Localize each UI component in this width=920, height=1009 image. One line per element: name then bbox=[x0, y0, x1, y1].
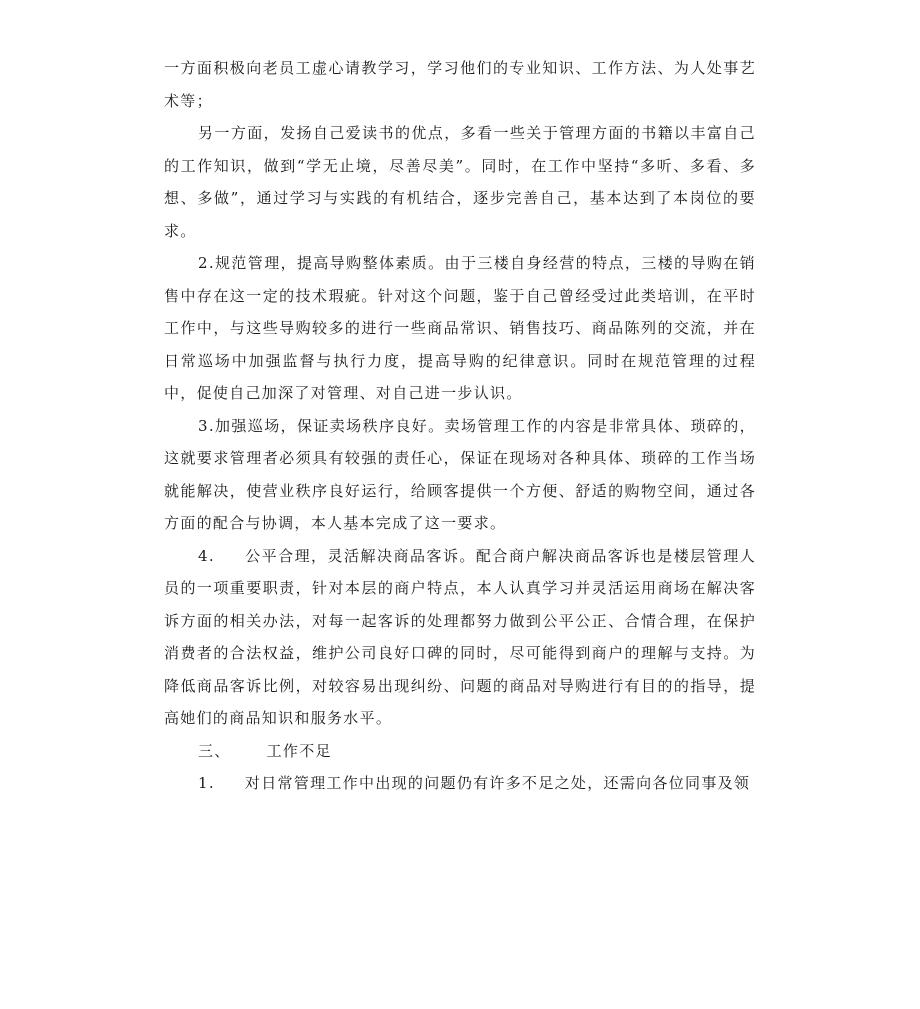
item-text: 对日常管理工作中出现的问题仍有许多不足之处，还需向各位同事及领 bbox=[244, 774, 751, 792]
item-number: 4. bbox=[198, 546, 215, 565]
paragraph-continuation: 一方面积极向老员工虚心请教学习，学习他们的专业知识、工作方法、为人处事艺术等； bbox=[164, 59, 756, 110]
paragraph-item-2-standardized-management: 2.规范管理，提高导购整体素质。由于三楼自身经营的特点，三楼的导购在销售中存在这一定的技术瑕疵。针对这个问题，鉴于自己曾经受过此类培训，在平时工作中，与这些导购较多的进行一些商品常识、销售技巧、商品陈列的交流，并在日常巡场中加强监督与执行力度，提高导购的纪律意识。同时在规范管理的过程中，促使自己加深了对管理、对自己进一步认识。 bbox=[164, 254, 756, 402]
item-text: 公平合理，灵活解决商品客诉。配合商户解决商品客诉也是楼层管理人员的一项重要职责，针对本层的商户特点，本人认真学习并灵活运用商场在解决客诉方面的相关办法，对每一起客诉的处理都努力做到公平公正、合情合理，在保护消费者的合法权益，维护公司良好口碑的同时，尽可能得到商户的理解与支持。为降低商品客诉比例，对较容易出现纠纷、问题的商品对导购进行有目的的指导，提高她们的商品知识和服务水平。 bbox=[164, 546, 756, 727]
section-number: 三、 bbox=[198, 741, 231, 760]
section-heading-shortcomings bbox=[164, 735, 756, 768]
item-number: 1. bbox=[198, 774, 215, 792]
paragraph-item-4-complaints bbox=[164, 540, 756, 735]
paragraph-shortcoming-1 bbox=[164, 767, 756, 800]
paragraph-item-3-patrol: 3.加强巡场，保证卖场秩序良好。卖场管理工作的内容是非常具体、琐碎的，这就要求管理者必须具有较强的责任心，保证在现场对各种具体、琐碎的工作当场就能解决，使营业秩序良好运行，给顾客提供一个方便、舒适的购物空间，通过各方面的配合与协调，本人基本完成了这一要求。 bbox=[164, 416, 756, 532]
document-body bbox=[164, 52, 756, 800]
section-title: 工作不足 bbox=[266, 741, 332, 760]
paragraph-self-study: 另一方面，发扬自己爱读书的优点，多看一些关于管理方面的书籍以丰富自己的工作知识，做到“学无止境，尽善尽美”。同时，在工作中坚持“多听、多看、多想、多做”，通过学习与实践的有机结合，逐步完善自己，基本达到了本岗位的要求。 bbox=[164, 124, 756, 240]
